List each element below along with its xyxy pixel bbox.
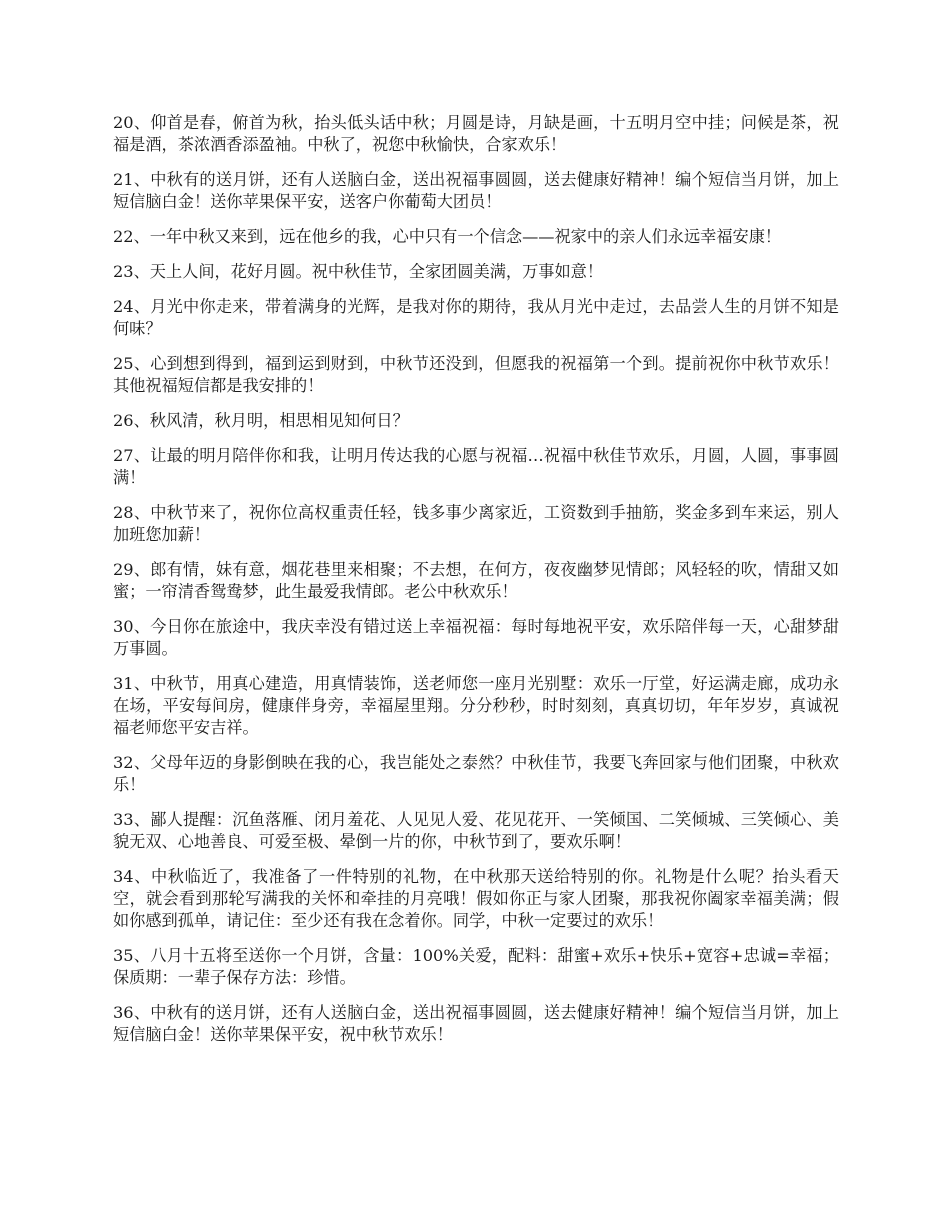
document-body <box>113 112 839 1059</box>
paragraph-21: 21、中秋有的送月饼，还有人送脑白金，送出祝福事圆圆，送去健康好精神！编个短信当月饼，加上短信脑白金！送你苹果保平安，送客户你葡萄大团员！ <box>113 170 839 211</box>
paragraph-30: 30、今日你在旅途中，我庆幸没有错过送上幸福祝福：每时每地祝平安，欢乐陪伴每一天，心甜梦甜万事圆。 <box>113 617 839 658</box>
paragraph-25: 25、心到想到得到，福到运到财到，中秋节还没到，但愿我的祝福第一个到。提前祝你中秋节欢乐！其他祝福短信都是我安排的！ <box>113 354 839 395</box>
paragraph-32: 32、父母年迈的身影倒映在我的心，我岂能处之泰然？中秋佳节，我要飞奔回家与他们团聚，中秋欢乐！ <box>113 753 839 794</box>
paragraph-28: 28、中秋节来了，祝你位高权重责任轻，钱多事少离家近，工资数到手抽筋，奖金多到车来运，别人加班您加薪！ <box>113 503 839 544</box>
paragraph-23: 23、天上人间，花好月圆。祝中秋佳节，全家团圆美满，万事如意！ <box>113 262 604 281</box>
paragraph-35: 35、八月十五将至送你一个月饼，含量：100%关爱，配料：甜蜜+欢乐+快乐+宽容+忠诚=幸福；保质期：一辈子保存方法：珍惜。 <box>113 946 839 987</box>
paragraph-34: 34、中秋临近了，我准备了一件特别的礼物，在中秋那天送给特别的你。礼物是什么呢？抬头看天空，就会看到那轮写满我的关怀和牵挂的月亮哦！假如你正与家人团聚，那我祝你阖家幸福美满；假如你感到孤单，请记住：至少还有我在念着你。同学，中秋一定要过的欢乐！ <box>113 867 839 930</box>
paragraph-26: 26、秋风清，秋月明，相思相见知何日？ <box>113 411 409 430</box>
paragraph-27: 27、让最的明月陪伴你和我，让明月传达我的心愿与祝福…祝福中秋佳节欢乐，月圆，人圆，事事圆满！ <box>113 446 839 487</box>
paragraph-20: 20、仰首是春，俯首为秋，抬头低头话中秋；月圆是诗，月缺是画，十五明月空中挂；问候是茶，祝福是酒，茶浓酒香添盈袖。中秋了，祝您中秋愉快，合家欢乐！ <box>113 113 839 154</box>
paragraph-24: 24、月光中你走来，带着满身的光辉，是我对你的期待，我从月光中走过，去品尝人生的月饼不知是何味？ <box>113 297 839 338</box>
paragraph-22: 22、一年中秋又来到，远在他乡的我，心中只有一个信念——祝家中的亲人们永远幸福安康！ <box>113 227 782 246</box>
paragraph-31: 31、中秋节，用真心建造，用真情装饰，送老师您一座月光别墅：欢乐一厅堂，好运满走廊，成功永在场，平安每间房，健康伴身旁，幸福屋里翔。分分秒秒，时时刻刻，真真切切，年年岁岁，真诚祝福老师您平安吉祥。 <box>113 674 839 737</box>
paragraph-33: 33、鄙人提醒：沉鱼落雁、闭月羞花、人见见人爱、花见花开、一笑倾国、二笑倾城、三笑倾心、美貌无双、心地善良、可爱至极、晕倒一片的你，中秋节到了，要欢乐啊！ <box>113 810 839 851</box>
paragraph-29: 29、郎有情，妹有意，烟花巷里来相聚；不去想，在何方，夜夜幽梦见情郎；风轻轻的吹，情甜又如蜜；一帘清香鸳鸯梦，此生最爱我情郎。老公中秋欢乐！ <box>113 560 839 601</box>
paragraph-36: 36、中秋有的送月饼，还有人送脑白金，送出祝福事圆圆，送去健康好精神！编个短信当月饼，加上短信脑白金！送你苹果保平安，祝中秋节欢乐！ <box>113 1003 839 1044</box>
